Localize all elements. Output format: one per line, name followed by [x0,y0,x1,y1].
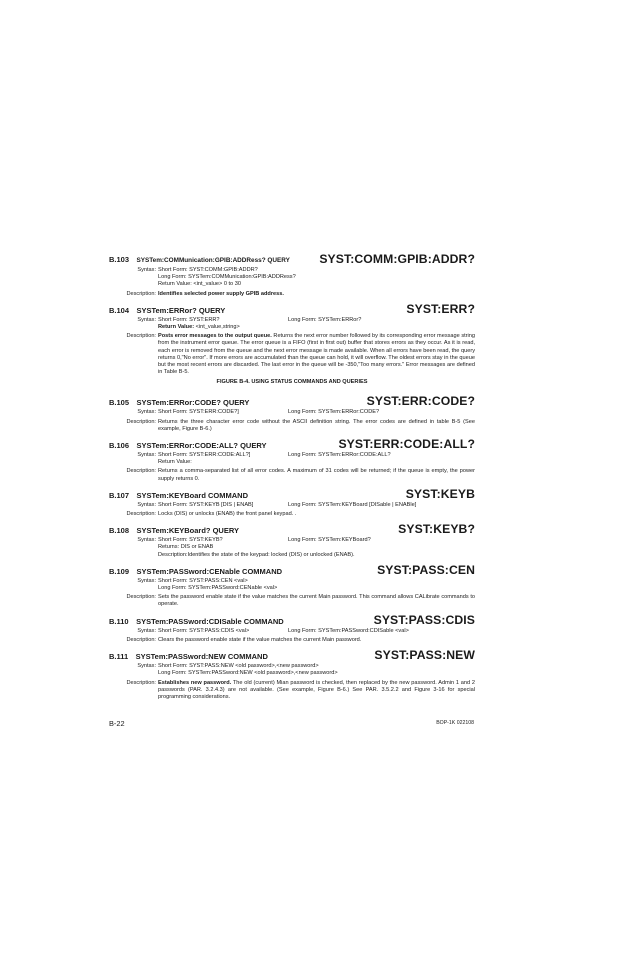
syntax-label: Syntax: [137,267,156,273]
section-heading [109,252,475,265]
description-text: Returns the three character error code without the ASCII definition string. The error codes are defined in table B-5 (See example, Figure B-6.) [158,418,475,432]
syntax-short-form: Short Form: SYST:PASS:CDIS <val> [158,627,250,634]
section-title: SYSTem:ERRor:CODE? QUERY [136,398,250,408]
syntax-row [109,663,475,677]
syntax-label: Syntax: [137,577,156,584]
section-b107 [109,487,475,518]
short-form-heading: SYST:ERR:CODE:ALL? [338,437,475,452]
section-title: SYSTem:PASSword:CENable COMMAND [136,566,283,576]
description-label: Description: [126,679,156,686]
syntax-row [109,267,475,289]
description-row [109,680,475,702]
section-heading [109,613,475,626]
page-content [109,248,475,701]
syntax-long-form: Long Form: SYSTem:KEYBoard [DISable | ENABle] [288,501,417,508]
description-label: Description: [126,418,156,425]
description-row [109,594,475,608]
syntax-row [109,578,475,592]
section-title: SYSTem:PASSword:NEW COMMAND [135,652,268,662]
return-value: <int_value,string> [195,324,240,331]
description-row [109,637,475,644]
section-b108 [109,522,475,559]
syntax-long-form: Long Form: SYSTem:PASSword:CDISable <val> [288,627,409,634]
section-heading [109,648,475,661]
description-text: The old (current) Mian password is checked, then replaced by the new password. Admin 1 and 2 passwords (PAR. 3.2.4.3) are not available. (See example, Figure B-6.) See PAR. 3.5.2.2 and Figure 3-16 for special programming considerations. [158,679,475,700]
section-b104 [109,302,475,387]
syntax-long-form: Long Form: SYSTem:KEYBoard? [288,537,371,544]
return-value-label: Return Value: [158,459,192,466]
section-b106 [109,437,475,483]
syntax-row [109,502,475,509]
syntax-short-form: Short Form: SYST:KEYB? [158,537,223,544]
description-bold: Establishes new password. [158,679,232,686]
description-label: Description: [126,511,156,518]
syntax-label: Syntax: [137,537,156,544]
syntax-short-form: Short Form: SYST:ERR? [158,316,220,323]
syntax-long-form: Long Form: SYSTem:COMMunication:GPIB:ADDRess? [158,274,296,281]
section-b103 [109,252,475,298]
section-number: B.106 [109,441,130,451]
syntax-short-form: Short Form: SYST:KEYB [DIS | ENAB] [158,501,254,508]
section-number: B.109 [109,566,130,576]
syntax-return-value: Return Value: <int_value> 0 to 30 [158,281,241,288]
syntax-short-form: Short Form: SYST:PASS:NEW <old password>,<new password> [158,663,319,670]
syntax-row [109,317,475,331]
section-heading [109,437,475,450]
short-form-heading: SYST:COMM:GPIB:ADDR? [319,252,475,266]
short-form-heading: SYST:PASS:CDIS [373,612,475,627]
description-label: Description: [126,594,156,601]
syntax-label: Syntax: [137,452,156,459]
section-title: SYSTem:KEYBoard COMMAND [136,490,249,500]
syntax-long-form: Long Form: SYSTem:PASSword:CENable <val> [158,585,278,592]
section-number: B.108 [109,526,130,536]
section-title: SYSTem:PASSword:CDISable COMMAND [136,616,284,626]
section-number: B.111 [109,652,129,662]
syntax-short-form: Short Form: SYST:ERR:CODE?] [158,409,239,416]
returns-line: Returns: DIS or ENAB [158,544,214,551]
section-heading [109,394,475,407]
section-title: SYSTem:KEYBoard? QUERY [136,526,239,536]
syntax-short-form: Short Form: SYST:PASS:CEN <val> [158,577,248,584]
syntax-row [109,628,475,635]
description-label: Description: [126,468,156,475]
syntax-label: Syntax: [137,501,156,508]
syntax-long-form: Long Form: SYSTem:PASSword:NEW <old password>,<new password> [158,670,338,677]
description-bold: Posts error messages to the output queue. [158,333,272,340]
return-value-label: Return Value: [158,324,195,331]
short-form-heading: SYST:PASS:CEN [377,562,475,577]
description-row [109,333,475,376]
section-number: B.107 [109,490,130,500]
syntax-long-form: Long Form: SYSTem:ERRor:CODE? [288,409,380,416]
description-row [109,468,475,482]
syntax-row [109,452,475,466]
description-text: Clears the password enable state if the value matches the current Main password. [158,636,362,643]
section-b105 [109,394,475,433]
description-text: Returns the next error number followed by its corresponding error message string from the instrument error queue. The error queue is a FIFO (first in first out) buffer that stores errors as they occur. As it is read, each error is removed from the queue and the next error message is made available. When all errors have been read, the query returns 0,"No error". If more errors are accumulated than the queue can hold, it will overflow. The oldest errors stay in the queue but the most recent errors are discarded. The last error in the queue will be -350,"Too many errors." Error messages are defined in Table B-5. [158,333,476,376]
description-inline: Description:Identifies the state of the keypad: locked (DIS) or unlocked (ENAB). [158,551,355,558]
section-number: B.104 [109,305,130,315]
syntax-label: Syntax: [137,627,156,634]
short-form-heading: SYST:PASS:NEW [374,648,475,663]
short-form-heading: SYST:KEYB [405,486,475,501]
section-b111 [109,648,475,701]
syntax-long-form: Long Form: SYSTem:ERRor:CODE:ALL? [288,452,391,459]
syntax-short-form: Short Form: SYST:COMM:GPIB:ADDR? [158,267,258,273]
description-row [109,291,475,298]
description-row [109,511,475,518]
section-heading [109,487,475,500]
description-label: Description: [126,636,156,643]
page-number: B-22 [109,719,125,728]
section-title: SYSTem:COMMunication:GPIB:ADDRess? QUERY [136,257,290,264]
syntax-short-form: Short Form: SYST:ERR:CODE:ALL?] [158,452,251,459]
description-label: Description: [126,290,156,297]
section-title: SYSTem:ERRor:CODE:ALL? QUERY [136,441,267,451]
description-text: Locks (DIS) or unlocks (ENAB) the front panel keypad. . [158,511,297,518]
document-id: BOP-1K 022108 [436,720,474,726]
syntax-label: Syntax: [137,663,156,670]
syntax-label: Syntax: [137,316,156,323]
description-text: Sets the password enable state if the value matches the current Main password. This command allows CALibrate commands to operate. [158,594,475,608]
section-heading [109,522,475,535]
section-b110 [109,613,475,644]
short-form-heading: SYST:KEYB? [398,522,475,537]
section-number: B.103 [109,255,130,264]
section-number: B.105 [109,398,130,408]
section-title: SYSTem:ERRor? QUERY [136,305,226,315]
short-form-heading: SYST:ERR? [406,301,475,316]
short-form-heading: SYST:ERR:CODE? [366,394,475,409]
syntax-row [109,537,475,559]
description-bold: Identifies selected power supply GPIB address. [158,290,284,297]
syntax-long-form: Long Form: SYSTem:ERRor? [288,316,362,323]
description-text: Returns a comma-separated list of all error codes. A maximum of 31 codes will be returned; if the queue is empty, the power supply returns 0. [158,468,475,482]
section-heading [109,563,475,576]
section-b109 [109,563,475,609]
section-number: B.110 [109,616,129,626]
syntax-row [109,409,475,416]
description-row [109,419,475,433]
figure-caption: FIGURE B-4. USING STATUS COMMANDS AND QUERIES [216,379,368,386]
section-heading [109,302,475,315]
syntax-label: Syntax: [137,409,156,416]
description-label: Description: [126,333,156,340]
